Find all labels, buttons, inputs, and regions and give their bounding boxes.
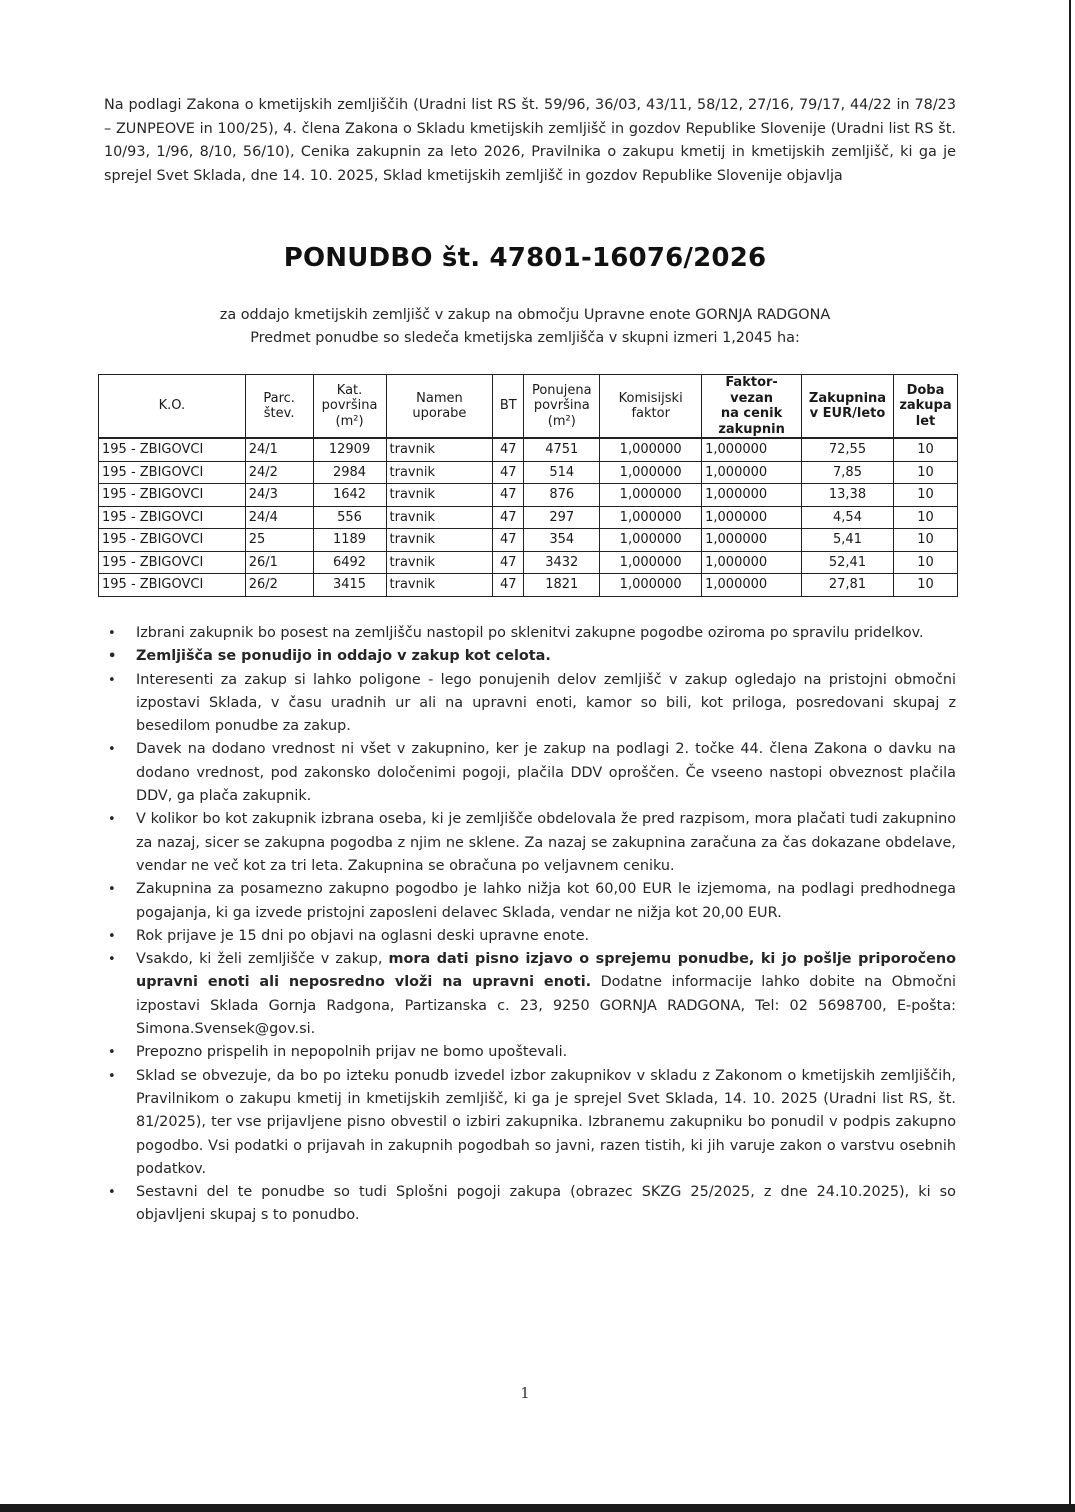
cell-land-use: travnik <box>386 506 493 529</box>
list-item: • Rok prijave je 15 dni po objavi na oglasni deski upravne enote. <box>108 925 956 948</box>
table-row <box>99 484 958 507</box>
cell-offered-area: 354 <box>524 529 600 552</box>
cell-offered-area: 876 <box>524 484 600 507</box>
list-item: • Zemljišča se ponudijo in oddajo v zakup kot celota. <box>108 645 956 668</box>
cell-price-factor: 1,000000 <box>702 484 802 507</box>
subtitle-line-total: Predmet ponudbe so sledeča kmetijska zemljišča v skupni izmeri 1,2045 ha: <box>250 330 800 346</box>
header-offered-area: Ponujena površina (m²) <box>524 375 600 439</box>
header-cadastral-area: Kat. površina (m²) <box>313 375 386 439</box>
cell-bt: 47 <box>493 461 524 484</box>
cell-ko: 195 - ZBIGOVCI <box>99 506 246 529</box>
cell-parcel: 26/2 <box>245 574 313 597</box>
cell-duration: 10 <box>893 551 957 574</box>
cell-cadastral-area: 2984 <box>313 461 386 484</box>
cell-price-factor: 1,000000 <box>702 529 802 552</box>
cell-rent: 7,85 <box>802 461 894 484</box>
cell-rent: 52,41 <box>802 551 894 574</box>
header-lease-duration: Doba zakupa let <box>893 375 957 439</box>
cell-rent: 13,38 <box>802 484 894 507</box>
cell-ko: 195 - ZBIGOVCI <box>99 529 246 552</box>
cell-parcel: 24/4 <box>245 506 313 529</box>
cell-bt: 47 <box>493 574 524 597</box>
cell-commission-factor: 1,000000 <box>600 438 702 461</box>
cell-commission-factor: 1,000000 <box>600 574 702 597</box>
intro-paragraph: Na podlagi Zakona o kmetijskih zemljiščih (Uradni list RS št. 59/96, 36/03, 43/11, 58/12, 27/16, 79/17, 44/22 in 78/23 – ZUNPEOVE in 100/25), 4. člena Zakona o Skladu kmetijskih zemljišč in gozdov Republike Slovenije (Uradni list RS št. 10/93, 1/96, 8/10, 56/10), Cenika zakupnin za leto 2026, Pravilnika o zakupu kmetij in kmetijskih zemljišč, ki ga je sprejel Svet Sklada, dne 14. 10. 2025, Sklad kmetijskih zemljišč in gozdov Republike Slovenije objavlja <box>104 97 956 184</box>
list-item: • Zakupnina za posamezno zakupno pogodbo je lahko nižja kot 60,00 EUR le izjemoma, na podlagi predhodnega pogajanja, ki ga izvede pristojni zaposleni delavec Sklada, vendar ne nižja kot 20,00 EUR. <box>108 878 956 925</box>
cell-offered-area: 1821 <box>524 574 600 597</box>
cell-rent: 5,41 <box>802 529 894 552</box>
parcels-table <box>98 374 958 597</box>
cell-commission-factor: 1,000000 <box>600 551 702 574</box>
table-row <box>99 529 958 552</box>
cell-land-use: travnik <box>386 574 493 597</box>
cell-offered-area: 514 <box>524 461 600 484</box>
cell-land-use: travnik <box>386 484 493 507</box>
conditions-list <box>108 622 956 1228</box>
header-ko: K.O. <box>99 375 246 439</box>
scan-edge-right <box>1069 0 1071 1512</box>
header-rent: Zakupnina v EUR/leto <box>802 375 894 439</box>
cell-land-use: travnik <box>386 461 493 484</box>
header-commission-factor: Komisijski faktor <box>600 375 702 439</box>
cell-rent: 27,81 <box>802 574 894 597</box>
subtitle <box>0 304 1050 350</box>
cell-bt: 47 <box>493 529 524 552</box>
document-title: PONUDBO št. 47801-16076/2026 <box>283 243 767 273</box>
cell-cadastral-area: 1642 <box>313 484 386 507</box>
cell-cadastral-area: 556 <box>313 506 386 529</box>
cell-commission-factor: 1,000000 <box>600 484 702 507</box>
cell-duration: 10 <box>893 529 957 552</box>
cell-bt: 47 <box>493 506 524 529</box>
list-item: • Izbrani zakupnik bo posest na zemljišču nastopil po sklenitvi zakupne pogodbe oziroma po spravilu pridelkov. <box>108 622 956 645</box>
cell-commission-factor: 1,000000 <box>600 529 702 552</box>
list-item-contact: Dodatne informacije lahko dobite na Območni izpostavi Sklada Gornja Radgona, Partizanska c. 23, 9250 GORNJA RADGONA, Tel: 02 5698700, E-pošta: Simona.Svensek@gov.si. <box>136 974 956 1038</box>
cell-ko: 195 - ZBIGOVCI <box>99 461 246 484</box>
cell-rent: 4,54 <box>802 506 894 529</box>
cell-bt: 47 <box>493 438 524 461</box>
cell-offered-area: 4751 <box>524 438 600 461</box>
cell-ko: 195 - ZBIGOVCI <box>99 438 246 461</box>
table-row <box>99 506 958 529</box>
table-row <box>99 438 958 461</box>
cell-price-factor: 1,000000 <box>702 551 802 574</box>
list-item <box>108 948 956 1041</box>
cell-ko: 195 - ZBIGOVCI <box>99 551 246 574</box>
list-item: • Interesenti za zakup si lahko poligone - lego ponujenih delov zemljišč v zakup ogledajo na pristojni območni izpostavi Sklada, v času uradnih ur ali na upravni enoti, kamor so bili, kot priloga, posredovani skupaj z besedilom ponudbe za zakup. <box>108 669 956 739</box>
cell-commission-factor: 1,000000 <box>600 506 702 529</box>
cell-duration: 10 <box>893 438 957 461</box>
header-land-use: Namen uporabe <box>386 375 493 439</box>
cell-offered-area: 297 <box>524 506 600 529</box>
list-item: • Sklad se obvezuje, da bo po izteku ponudb izvedel izbor zakupnikov v skladu z Zakonom o kmetijskih zemljiščih, Pravilnikom o zakupu kmetij in kmetijskih zemljišč, ki ga je sprejel Svet Sklada, 14. 10. 2025 (Uradni list RS, št. 81/2025), ter vse prijavljene pisno obvestil o izbiri zakupnika. Izbranemu zakupniku bo ponudil v podpis zakupno pogodbo. Vsi podatki o prijavah in zakupnih pogodbah so javni, razen tistih, ki jih varuje zakon o varstvu osebnih podatkov. <box>108 1065 956 1181</box>
cell-cadastral-area: 12909 <box>313 438 386 461</box>
list-item: • Sestavni del te ponudbe so tudi Splošni pogoji zakupa (obrazec SKZG 25/2025, z dne 24.10.2025), ki so objavljeni skupaj s to ponudbo. <box>108 1181 956 1228</box>
cell-ko: 195 - ZBIGOVCI <box>99 484 246 507</box>
cell-price-factor: 1,000000 <box>702 461 802 484</box>
table-row <box>99 551 958 574</box>
page-number: 1 <box>520 1384 530 1402</box>
table-row <box>99 574 958 597</box>
list-item: • V kolikor bo kot zakupnik izbrana oseba, ki je zemljišče obdelovala že pred razpisom, mora plačati tudi zakupnino za nazaj, sicer se zakupna pogodba z njim ne sklene. Za nazaj se zakupnina zaračuna za čas dokazane obdelave, vendar ne več kot za tri leta. Zakupnina se obračuna po veljavnem ceniku. <box>108 808 956 878</box>
cell-parcel: 26/1 <box>245 551 313 574</box>
header-parcel-number: Parc. štev. <box>245 375 313 439</box>
cell-duration: 10 <box>893 574 957 597</box>
cell-parcel: 24/1 <box>245 438 313 461</box>
cell-bt: 47 <box>493 484 524 507</box>
header-bt: BT <box>493 375 524 439</box>
list-item-text: Vsakdo, ki želi zemljišče v zakup, <box>136 951 389 968</box>
cell-land-use: travnik <box>386 529 493 552</box>
list-item-emphasis: mora dati pisno izjavo o sprejemu ponudbe, ki jo pošlje priporočeno upravni enoti ali neposredno vloži na upravni enoti. <box>136 951 957 991</box>
cell-commission-factor: 1,000000 <box>600 461 702 484</box>
cell-ko: 195 - ZBIGOVCI <box>99 574 246 597</box>
cell-duration: 10 <box>893 484 957 507</box>
cell-parcel: 25 <box>245 529 313 552</box>
cell-parcel: 24/3 <box>245 484 313 507</box>
table-header-row <box>99 375 958 439</box>
list-item: • Prepozno prispelih in nepopolnih prijav ne bomo upoštevali. <box>108 1041 956 1064</box>
cell-duration: 10 <box>893 461 957 484</box>
cell-cadastral-area: 3415 <box>313 574 386 597</box>
cell-parcel: 24/2 <box>245 461 313 484</box>
cell-cadastral-area: 1189 <box>313 529 386 552</box>
cell-land-use: travnik <box>386 551 493 574</box>
cell-price-factor: 1,000000 <box>702 438 802 461</box>
list-item: • Davek na dodano vrednost ni všet v zakupnino, ker je zakup na podlagi 2. točke 44. člena Zakona o davku na dodano vrednost, pod zakonsko določenimi pogoji, plačila DDV oproščen. Če vseeno nastopi obveznost plačila DDV, ga plača zakupnik. <box>108 738 956 808</box>
cell-price-factor: 1,000000 <box>702 574 802 597</box>
subtitle-line-area: za oddajo kmetijskih zemljišč v zakup na območju Upravne enote GORNJA RADGONA <box>219 307 831 323</box>
cell-land-use: travnik <box>386 438 493 461</box>
cell-offered-area: 3432 <box>524 551 600 574</box>
cell-cadastral-area: 6492 <box>313 551 386 574</box>
cell-price-factor: 1,000000 <box>702 506 802 529</box>
table-row <box>99 461 958 484</box>
scan-edge-bottom <box>0 1504 1075 1512</box>
cell-duration: 10 <box>893 506 957 529</box>
cell-bt: 47 <box>493 551 524 574</box>
cell-rent: 72,55 <box>802 438 894 461</box>
header-price-factor: Faktor-vezan na cenik zakupnin <box>702 375 802 439</box>
